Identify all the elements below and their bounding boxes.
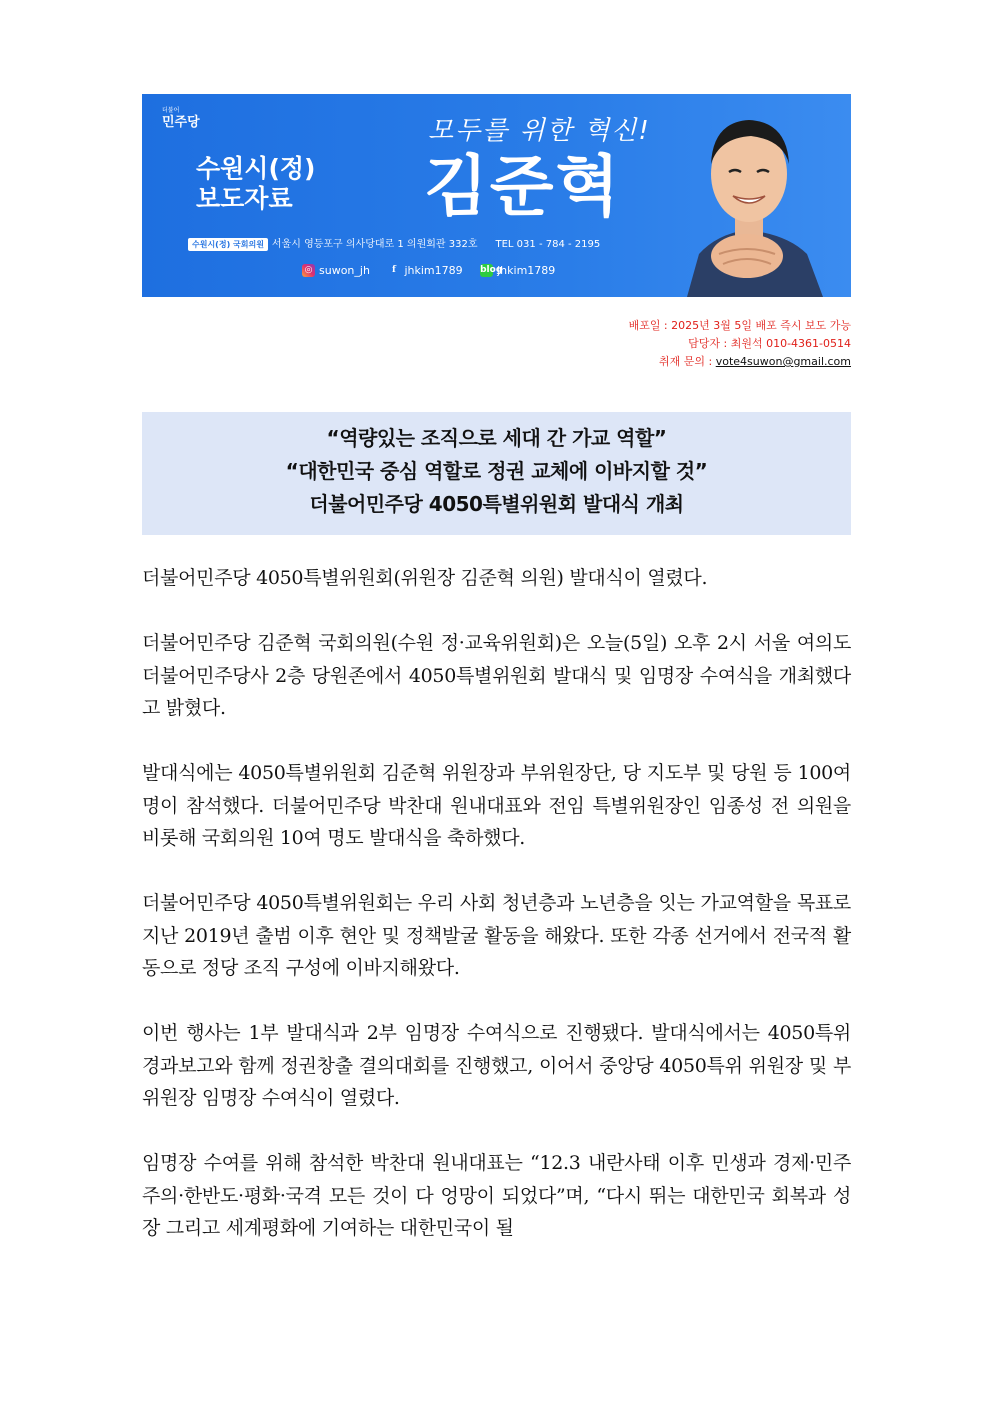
district-label: 수원시(정) (196, 154, 316, 183)
social-handle: suwon_jh (319, 264, 370, 277)
paragraph: 더불어민주당 4050특별위원회는 우리 사회 청년층과 노년층을 잇는 가교역할을 목표로 지난 2019년 출범 이후 현안 및 정책발굴 활동을 해왔다. 또한 각종 선거에서 전국적 활동으로 정당 조직 구성에 이바지해왔다. (142, 892, 851, 979)
facebook-icon: f (392, 265, 396, 275)
headline-line-1: “역량있는 조직으로 세대 간 가교 역할” (326, 426, 667, 450)
headline-line-3: 더불어민주당 4050특별위원회 발대식 개최 (309, 492, 684, 516)
party-logo (162, 108, 200, 129)
paragraph: 임명장 수여를 위해 참석한 박찬대 원내대표는 “12.3 내란사태 이후 민생과 경제·민주주의·한반도·평화·국격 모든 것이 다 엉망이 되었다”며, “다시 뛰는 대한민국 회복과 성장 그리고 세계평화에 기여하는 대한민국이 될 (142, 1152, 851, 1239)
release-meta (629, 317, 851, 371)
press-inquiry (629, 353, 851, 371)
document-type-label (196, 154, 315, 214)
party-logo-small: 더불어 (162, 107, 180, 114)
press-inquiry-email-link[interactable]: vote4suwon@gmail.com (715, 355, 851, 368)
party-logo-name: 민주당 (162, 115, 200, 130)
release-date-label: 배포일 : (628, 319, 672, 332)
office-tag: 수원시(정) 국회의원 (188, 238, 268, 251)
social-blog[interactable] (480, 264, 555, 277)
candidate-portrait (647, 94, 851, 297)
instagram-icon: ◎ (302, 264, 315, 277)
social-handle: jhkim1789 (404, 264, 463, 277)
release-date (629, 317, 851, 335)
headline-box (142, 412, 851, 535)
blog-icon: blog (480, 265, 503, 275)
paragraph: 발대식에는 4050특별위원회 김준혁 위원장과 부위원장단, 당 지도부 및 당원 등 100여 명이 참석했다. 더불어민주당 박찬대 원내대표와 전임 특별위원장인 임종성 전 의원을 비롯해 국회의원 10여 명도 발대식을 축하했다. (142, 762, 851, 849)
office-phone: TEL 031 - 784 - 2195 (495, 239, 601, 250)
paragraph: 이번 행사는 1부 발대식과 2부 임명장 수여식으로 진행됐다. 발대식에서는 4050특위 경과보고와 함께 정권창출 결의대회를 진행했고, 이어서 중앙당 4050특위 위원장 및 부위원장 임명장 수여식이 열렸다. (142, 1022, 851, 1109)
press-banner (142, 94, 851, 297)
release-date-value: 2025년 3월 5일 배포 즉시 보도 가능 (671, 319, 851, 332)
press-inquiry-label: 취재 문의 : (659, 355, 716, 368)
paragraph: 더불어민주당 4050특별위원회(위원장 김준혁 의원) 발대식이 열렸다. (142, 567, 708, 589)
press-release-label: 보도자료 (196, 184, 293, 213)
social-links (302, 262, 569, 277)
paragraph: 더불어민주당 김준혁 국회의원(수원 정·교육위원회)은 오늘(5일) 오후 2시 서울 여의도 더불어민주당사 2층 당원존에서 4050특별위원회 발대식 및 임명장 수여식을 개최했다고 밝혔다. (142, 632, 851, 719)
social-handle: jhkim1789 (497, 264, 556, 277)
social-facebook[interactable] (387, 264, 462, 277)
contact-person (629, 335, 851, 353)
campaign-slogan: 모두를 위한 혁신! (428, 116, 651, 146)
contact-person-label: 담당자 : (688, 337, 731, 350)
article-body (142, 562, 851, 1245)
candidate-name: 김준혁 (424, 148, 622, 225)
office-address: 서울시 영등포구 의사당대로 1 의원회관 332호 (271, 239, 478, 250)
headline-line-2: “대한민국 중심 역할로 정권 교체에 이바지할 것” (285, 459, 708, 483)
social-instagram[interactable] (302, 264, 370, 277)
office-contact-line (188, 235, 600, 251)
contact-person-value: 최원석 010-4361-0514 (730, 337, 851, 350)
